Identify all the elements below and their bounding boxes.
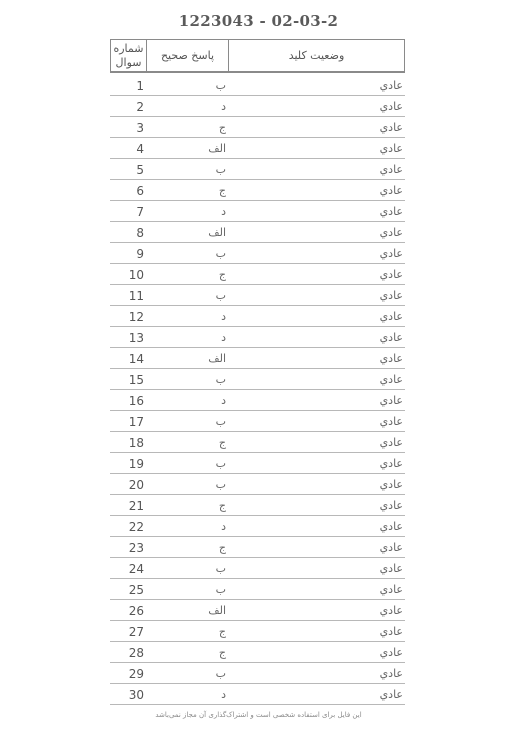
table-row (110, 75, 405, 96)
header-key-status: وضعیت کلید (288, 49, 345, 62)
question-number-cell: 8 (136, 226, 144, 240)
question-number-cell: 2 (136, 100, 144, 114)
correct-answer-cell: الف (208, 352, 226, 365)
table-row (110, 495, 405, 516)
key-status-cell: عادي (379, 541, 403, 554)
header-question-number: شماره سوال (111, 40, 147, 71)
question-number-cell: 12 (128, 310, 144, 324)
table-row (110, 117, 405, 138)
answer-key-table-body (110, 75, 405, 705)
correct-answer-cell: د (221, 688, 226, 701)
table-row (110, 642, 405, 663)
footer-note: این فایل برای استفاده شخصی است و اشتراک‌گذاری آن مجاز نمی‌باشد (155, 711, 362, 719)
question-number-cell: 14 (128, 352, 144, 366)
table-row (110, 579, 405, 600)
question-number-cell: 10 (128, 268, 144, 282)
key-status-cell: عادي (379, 79, 403, 92)
correct-answer-cell: ب (215, 247, 226, 260)
correct-answer-cell: ب (215, 478, 226, 491)
question-number-cell: 24 (128, 562, 144, 576)
header-correct-answer: پاسخ صحیح (147, 40, 229, 71)
correct-answer-cell: ب (215, 583, 226, 596)
table-row (110, 474, 405, 495)
table-header (110, 39, 405, 73)
key-status-cell: عادي (379, 688, 403, 701)
key-status-cell: عادي (379, 331, 403, 344)
key-status-cell: عادي (379, 604, 403, 617)
correct-answer-cell: د (221, 100, 226, 113)
table-row (110, 621, 405, 642)
question-number-cell: 15 (128, 373, 144, 387)
table-row (110, 411, 405, 432)
table-row (110, 663, 405, 684)
correct-answer-cell: ب (215, 79, 226, 92)
key-status-cell: عادي (379, 457, 403, 470)
key-status-cell: عادي (379, 478, 403, 491)
correct-answer-cell: ب (215, 163, 226, 176)
table-row (110, 159, 405, 180)
question-number-cell: 30 (128, 688, 144, 702)
key-status-cell: عادي (379, 646, 403, 659)
table-row (110, 348, 405, 369)
table-row (110, 264, 405, 285)
correct-answer-cell: ب (215, 373, 226, 386)
correct-answer-cell: ج (218, 184, 226, 197)
table-row (110, 327, 405, 348)
key-status-cell: عادي (379, 205, 403, 218)
correct-answer-cell: ج (218, 541, 226, 554)
key-status-cell: عادي (379, 394, 403, 407)
correct-answer-cell: ب (215, 289, 226, 302)
question-number-cell: 13 (128, 331, 144, 345)
correct-answer-cell: ج (218, 121, 226, 134)
key-status-cell: عادي (379, 163, 403, 176)
correct-answer-cell: الف (208, 142, 226, 155)
question-number-cell: 3 (136, 121, 144, 135)
key-status-cell: عادي (379, 268, 403, 281)
table-row (110, 516, 405, 537)
question-number-cell: 28 (128, 646, 144, 660)
correct-answer-cell: ج (218, 625, 226, 638)
table-row (110, 453, 405, 474)
question-number-cell: 26 (128, 604, 144, 618)
table-row (110, 201, 405, 222)
key-status-cell: عادي (379, 562, 403, 575)
correct-answer-cell: د (221, 394, 226, 407)
correct-answer-cell: ب (215, 457, 226, 470)
question-number-cell: 16 (128, 394, 144, 408)
question-number-cell: 25 (128, 583, 144, 597)
correct-answer-cell: ج (218, 646, 226, 659)
table-row (110, 684, 405, 705)
key-status-cell: عادي (379, 667, 403, 680)
key-status-cell: عادي (379, 436, 403, 449)
correct-answer-cell: الف (208, 604, 226, 617)
table-row (110, 558, 405, 579)
table-row (110, 222, 405, 243)
key-status-cell: عادي (379, 142, 403, 155)
correct-answer-cell: الف (208, 226, 226, 239)
question-number-cell: 9 (136, 247, 144, 261)
key-status-cell: عادي (379, 499, 403, 512)
table-row (110, 432, 405, 453)
key-status-cell: عادي (379, 226, 403, 239)
question-number-cell: 19 (128, 457, 144, 471)
key-status-cell: عادي (379, 583, 403, 596)
key-status-cell: عادي (379, 415, 403, 428)
question-number-cell: 1 (136, 79, 144, 93)
correct-answer-cell: ج (218, 268, 226, 281)
table-row (110, 390, 405, 411)
table-row (110, 537, 405, 558)
question-number-cell: 29 (128, 667, 144, 681)
correct-answer-cell: د (221, 331, 226, 344)
question-number-cell: 18 (128, 436, 144, 450)
question-number-cell: 23 (128, 541, 144, 555)
correct-answer-cell: ج (218, 436, 226, 449)
table-row (110, 243, 405, 264)
correct-answer-cell: د (221, 520, 226, 533)
question-number-cell: 21 (128, 499, 144, 513)
key-status-cell: عادي (379, 121, 403, 134)
correct-answer-cell: ب (215, 667, 226, 680)
key-status-cell: عادي (379, 247, 403, 260)
table-row (110, 306, 405, 327)
table-row (110, 369, 405, 390)
table-row (110, 180, 405, 201)
question-number-cell: 22 (128, 520, 144, 534)
key-status-cell: عادي (379, 310, 403, 323)
key-status-cell: عادي (379, 352, 403, 365)
correct-answer-cell: د (221, 205, 226, 218)
question-number-cell: 7 (136, 205, 144, 219)
table-row (110, 138, 405, 159)
key-status-cell: عادي (379, 520, 403, 533)
table-row (110, 96, 405, 117)
table-row (110, 285, 405, 306)
key-status-cell: عادي (379, 289, 403, 302)
question-number-cell: 6 (136, 184, 144, 198)
key-status-cell: عادي (379, 184, 403, 197)
key-status-cell: عادي (379, 100, 403, 113)
question-number-cell: 11 (128, 289, 144, 303)
question-number-cell: 20 (128, 478, 144, 492)
correct-answer-cell: ج (218, 499, 226, 512)
correct-answer-cell: د (221, 310, 226, 323)
correct-answer-cell: ب (215, 562, 226, 575)
question-number-cell: 17 (128, 415, 144, 429)
question-number-cell: 4 (136, 142, 144, 156)
question-number-cell: 27 (128, 625, 144, 639)
document-title: 1223043 - 02-03-2 (178, 12, 339, 30)
table-row (110, 600, 405, 621)
correct-answer-cell: ب (215, 415, 226, 428)
key-status-cell: عادي (379, 373, 403, 386)
key-status-cell: عادي (379, 625, 403, 638)
question-number-cell: 5 (136, 163, 144, 177)
